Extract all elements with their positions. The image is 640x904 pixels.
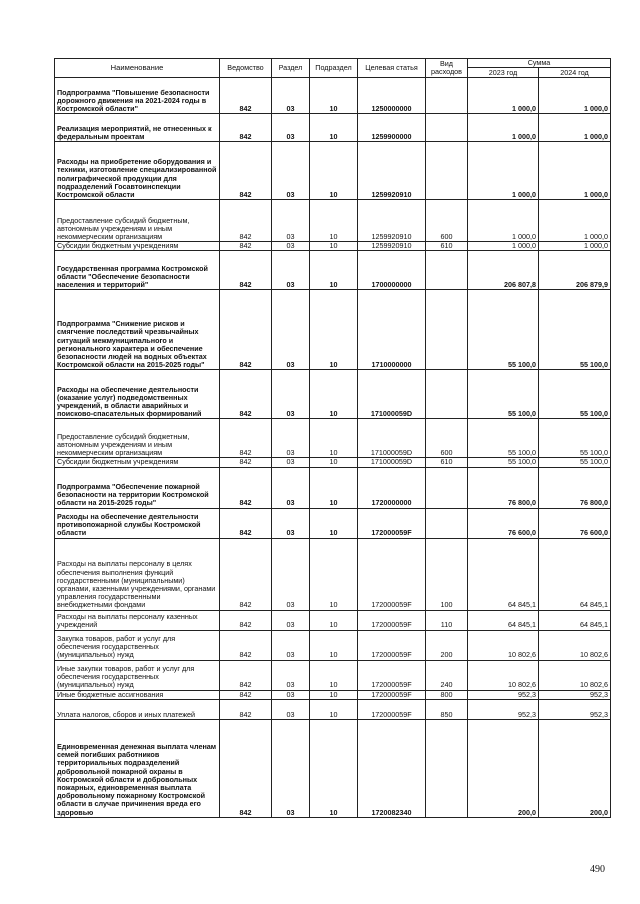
name-cell: Подпрограмма "Повышение безопасности дорожного движения на 2021-2024 годы в Костромской области" xyxy=(55,78,220,114)
type-cell: 850 xyxy=(426,699,468,719)
amount-2023-cell: 55 100,0 xyxy=(468,419,539,458)
target-cell: 172000059F xyxy=(358,610,426,630)
type-cell xyxy=(426,78,468,114)
amount-2023-cell: 76 600,0 xyxy=(468,508,539,538)
target-cell: 172000059F xyxy=(358,508,426,538)
subsection-cell: 10 xyxy=(310,242,358,251)
amount-2024-cell: 952,3 xyxy=(539,699,611,719)
amount-2023-cell: 200,0 xyxy=(468,719,539,817)
type-cell xyxy=(426,142,468,200)
name-cell: Субсидии бюджетным учреждениям xyxy=(55,242,220,251)
header-2024: 2024 год xyxy=(539,68,611,78)
dept-cell: 842 xyxy=(220,699,272,719)
table-row xyxy=(55,690,611,699)
type-cell: 110 xyxy=(426,610,468,630)
dept-cell: 842 xyxy=(220,290,272,370)
amount-2024-cell: 76 800,0 xyxy=(539,467,611,508)
subsection-cell: 10 xyxy=(310,630,358,660)
type-cell: 200 xyxy=(426,630,468,660)
target-cell: 1700000000 xyxy=(358,251,426,290)
header-sum: Сумма xyxy=(468,59,611,68)
subsection-cell: 10 xyxy=(310,610,358,630)
name-cell: Подпрограмма "Снижение рисков и смягчение последствий чрезвычайных ситуаций межмуниципального и регионального характера и обеспечение безопасности людей на водных объектах Костромской области на 2015-2025 годы" xyxy=(55,290,220,370)
table-row xyxy=(55,251,611,290)
page-number: 490 xyxy=(590,864,605,875)
target-cell: 172000059F xyxy=(358,690,426,699)
table-row xyxy=(55,242,611,251)
amount-2024-cell: 55 100,0 xyxy=(539,370,611,419)
target-cell: 1710000000 xyxy=(358,290,426,370)
amount-2023-cell: 10 802,6 xyxy=(468,630,539,660)
amount-2023-cell: 1 000,0 xyxy=(468,242,539,251)
name-cell: Реализация мероприятий, не отнесенных к федеральным проектам xyxy=(55,114,220,142)
name-cell: Предоставление субсидий бюджетным, автономным учреждениям и иным некоммерческим организациям xyxy=(55,200,220,242)
amount-2023-cell: 10 802,6 xyxy=(468,660,539,690)
section-cell: 03 xyxy=(272,290,310,370)
target-cell: 172000059F xyxy=(358,538,426,610)
dept-cell: 842 xyxy=(220,142,272,200)
subsection-cell: 10 xyxy=(310,719,358,817)
subsection-cell: 10 xyxy=(310,467,358,508)
amount-2023-cell: 64 845,1 xyxy=(468,538,539,610)
dept-cell: 842 xyxy=(220,419,272,458)
target-cell: 1720000000 xyxy=(358,467,426,508)
section-cell: 03 xyxy=(272,419,310,458)
amount-2024-cell: 206 879,9 xyxy=(539,251,611,290)
target-cell: 1259920910 xyxy=(358,200,426,242)
header-2023: 2023 год xyxy=(468,68,539,78)
table-row xyxy=(55,719,611,817)
type-cell: 800 xyxy=(426,690,468,699)
header-type: Вид расходов xyxy=(426,59,468,78)
dept-cell: 842 xyxy=(220,719,272,817)
subsection-cell: 10 xyxy=(310,538,358,610)
dept-cell: 842 xyxy=(220,458,272,467)
table-row xyxy=(55,419,611,458)
amount-2023-cell: 1 000,0 xyxy=(468,142,539,200)
target-cell: 172000059F xyxy=(358,630,426,660)
subsection-cell: 10 xyxy=(310,458,358,467)
type-cell: 240 xyxy=(426,660,468,690)
amount-2024-cell: 1 000,0 xyxy=(539,200,611,242)
amount-2023-cell: 1 000,0 xyxy=(468,78,539,114)
dept-cell: 842 xyxy=(220,251,272,290)
name-cell: Субсидии бюджетным учреждениям xyxy=(55,458,220,467)
type-cell xyxy=(426,467,468,508)
target-cell: 1259900000 xyxy=(358,114,426,142)
name-cell: Расходы на выплаты персоналу казенных учреждений xyxy=(55,610,220,630)
table-row xyxy=(55,200,611,242)
amount-2023-cell: 206 807,8 xyxy=(468,251,539,290)
amount-2024-cell: 200,0 xyxy=(539,719,611,817)
header-name: Наименование xyxy=(55,59,220,78)
name-cell: Единовременная денежная выплата членам семей погибших работников территориальных подразделений добровольной пожарной охраны в Костромской области и добровольных пожарных, единовременная выплата добровольному пожарному Костромской области в случае причинения вреда его здоровью xyxy=(55,719,220,817)
amount-2024-cell: 1 000,0 xyxy=(539,114,611,142)
table-row xyxy=(55,630,611,660)
amount-2024-cell: 952,3 xyxy=(539,690,611,699)
amount-2024-cell: 1 000,0 xyxy=(539,78,611,114)
name-cell: Расходы на обеспечение деятельности противопожарной службы Костромской области xyxy=(55,508,220,538)
section-cell: 03 xyxy=(272,370,310,419)
section-cell: 03 xyxy=(272,458,310,467)
dept-cell: 842 xyxy=(220,690,272,699)
table-row xyxy=(55,508,611,538)
dept-cell: 842 xyxy=(220,467,272,508)
target-cell: 171000059D xyxy=(358,370,426,419)
type-cell xyxy=(426,251,468,290)
amount-2023-cell: 76 800,0 xyxy=(468,467,539,508)
header-target: Целевая статья xyxy=(358,59,426,78)
dept-cell: 842 xyxy=(220,660,272,690)
amount-2024-cell: 55 100,0 xyxy=(539,419,611,458)
section-cell: 03 xyxy=(272,200,310,242)
dept-cell: 842 xyxy=(220,78,272,114)
table-row xyxy=(55,699,611,719)
amount-2023-cell: 55 100,0 xyxy=(468,290,539,370)
target-cell: 171000059D xyxy=(358,419,426,458)
subsection-cell: 10 xyxy=(310,114,358,142)
type-cell xyxy=(426,290,468,370)
amount-2024-cell: 1 000,0 xyxy=(539,242,611,251)
section-cell: 03 xyxy=(272,242,310,251)
target-cell: 171000059D xyxy=(358,458,426,467)
section-cell: 03 xyxy=(272,719,310,817)
amount-2023-cell: 55 100,0 xyxy=(468,458,539,467)
header-subsection: Подраздел xyxy=(310,59,358,78)
dept-cell: 842 xyxy=(220,200,272,242)
subsection-cell: 10 xyxy=(310,370,358,419)
dept-cell: 842 xyxy=(220,114,272,142)
name-cell: Государственная программа Костромской области "Обеспечение безопасности населения и территорий" xyxy=(55,251,220,290)
section-cell: 03 xyxy=(272,508,310,538)
amount-2024-cell: 1 000,0 xyxy=(539,142,611,200)
amount-2023-cell: 952,3 xyxy=(468,699,539,719)
type-cell xyxy=(426,370,468,419)
name-cell: Подпрограмма "Обеспечение пожарной безопасности на территории Костромской области на 2015-2025 годы" xyxy=(55,467,220,508)
section-cell: 03 xyxy=(272,699,310,719)
target-cell: 172000059F xyxy=(358,660,426,690)
name-cell: Иные бюджетные ассигнования xyxy=(55,690,220,699)
table-row xyxy=(55,467,611,508)
section-cell: 03 xyxy=(272,630,310,660)
amount-2024-cell: 64 845,1 xyxy=(539,538,611,610)
table-row xyxy=(55,290,611,370)
table-row xyxy=(55,610,611,630)
subsection-cell: 10 xyxy=(310,419,358,458)
amount-2024-cell: 55 100,0 xyxy=(539,458,611,467)
subsection-cell: 10 xyxy=(310,251,358,290)
amount-2024-cell: 64 845,1 xyxy=(539,610,611,630)
name-cell: Расходы на приобретение оборудования и техники, изготовление специализированной полиграфической продукции для подразделений Госавтоинспекции Костромской области xyxy=(55,142,220,200)
section-cell: 03 xyxy=(272,538,310,610)
name-cell: Предоставление субсидий бюджетным, автономным учреждениям и иным некоммерческим организациям xyxy=(55,419,220,458)
target-cell: 172000059F xyxy=(358,699,426,719)
amount-2023-cell: 55 100,0 xyxy=(468,370,539,419)
section-cell: 03 xyxy=(272,690,310,699)
amount-2024-cell: 76 600,0 xyxy=(539,508,611,538)
target-cell: 1720082340 xyxy=(358,719,426,817)
target-cell: 1259920910 xyxy=(358,142,426,200)
table-row xyxy=(55,114,611,142)
table-row xyxy=(55,660,611,690)
amount-2024-cell: 10 802,6 xyxy=(539,660,611,690)
name-cell: Расходы на обеспечение деятельности (оказание услуг) подведомственных учреждений, в области аварийных и поисково-спасательных формирований xyxy=(55,370,220,419)
type-cell xyxy=(426,114,468,142)
amount-2024-cell: 10 802,6 xyxy=(539,630,611,660)
subsection-cell: 10 xyxy=(310,142,358,200)
subsection-cell: 10 xyxy=(310,290,358,370)
type-cell: 610 xyxy=(426,458,468,467)
subsection-cell: 10 xyxy=(310,690,358,699)
amount-2023-cell: 1 000,0 xyxy=(468,200,539,242)
subsection-cell: 10 xyxy=(310,200,358,242)
table-row xyxy=(55,78,611,114)
amount-2023-cell: 1 000,0 xyxy=(468,114,539,142)
section-cell: 03 xyxy=(272,660,310,690)
section-cell: 03 xyxy=(272,78,310,114)
name-cell: Уплата налогов, сборов и иных платежей xyxy=(55,699,220,719)
section-cell: 03 xyxy=(272,114,310,142)
table-row xyxy=(55,538,611,610)
section-cell: 03 xyxy=(272,467,310,508)
type-cell: 600 xyxy=(426,200,468,242)
type-cell: 600 xyxy=(426,419,468,458)
type-cell xyxy=(426,508,468,538)
section-cell: 03 xyxy=(272,142,310,200)
type-cell: 100 xyxy=(426,538,468,610)
amount-2023-cell: 64 845,1 xyxy=(468,610,539,630)
type-cell xyxy=(426,719,468,817)
type-cell: 610 xyxy=(426,242,468,251)
header-section: Раздел xyxy=(272,59,310,78)
amount-2023-cell: 952,3 xyxy=(468,690,539,699)
subsection-cell: 10 xyxy=(310,78,358,114)
section-cell: 03 xyxy=(272,610,310,630)
amount-2024-cell: 55 100,0 xyxy=(539,290,611,370)
section-cell: 03 xyxy=(272,251,310,290)
target-cell: 1250000000 xyxy=(358,78,426,114)
dept-cell: 842 xyxy=(220,538,272,610)
table-row xyxy=(55,142,611,200)
subsection-cell: 10 xyxy=(310,660,358,690)
name-cell: Расходы на выплаты персоналу в целях обеспечения выполнения функций государственными (муниципальными) органами, казенными учреждениями, органами управления государственными внебюджетными фондами xyxy=(55,538,220,610)
table-row xyxy=(55,458,611,467)
dept-cell: 842 xyxy=(220,508,272,538)
dept-cell: 842 xyxy=(220,630,272,660)
name-cell: Закупка товаров, работ и услуг для обеспечения государственных (муниципальных) нужд xyxy=(55,630,220,660)
header-dept: Ведомство xyxy=(220,59,272,78)
budget-table xyxy=(54,58,611,818)
name-cell: Иные закупки товаров, работ и услуг для обеспечения государственных (муниципальных) нужд xyxy=(55,660,220,690)
dept-cell: 842 xyxy=(220,242,272,251)
table-row xyxy=(55,370,611,419)
dept-cell: 842 xyxy=(220,370,272,419)
target-cell: 1259920910 xyxy=(358,242,426,251)
dept-cell: 842 xyxy=(220,610,272,630)
subsection-cell: 10 xyxy=(310,508,358,538)
subsection-cell: 10 xyxy=(310,699,358,719)
table-body xyxy=(55,78,611,818)
